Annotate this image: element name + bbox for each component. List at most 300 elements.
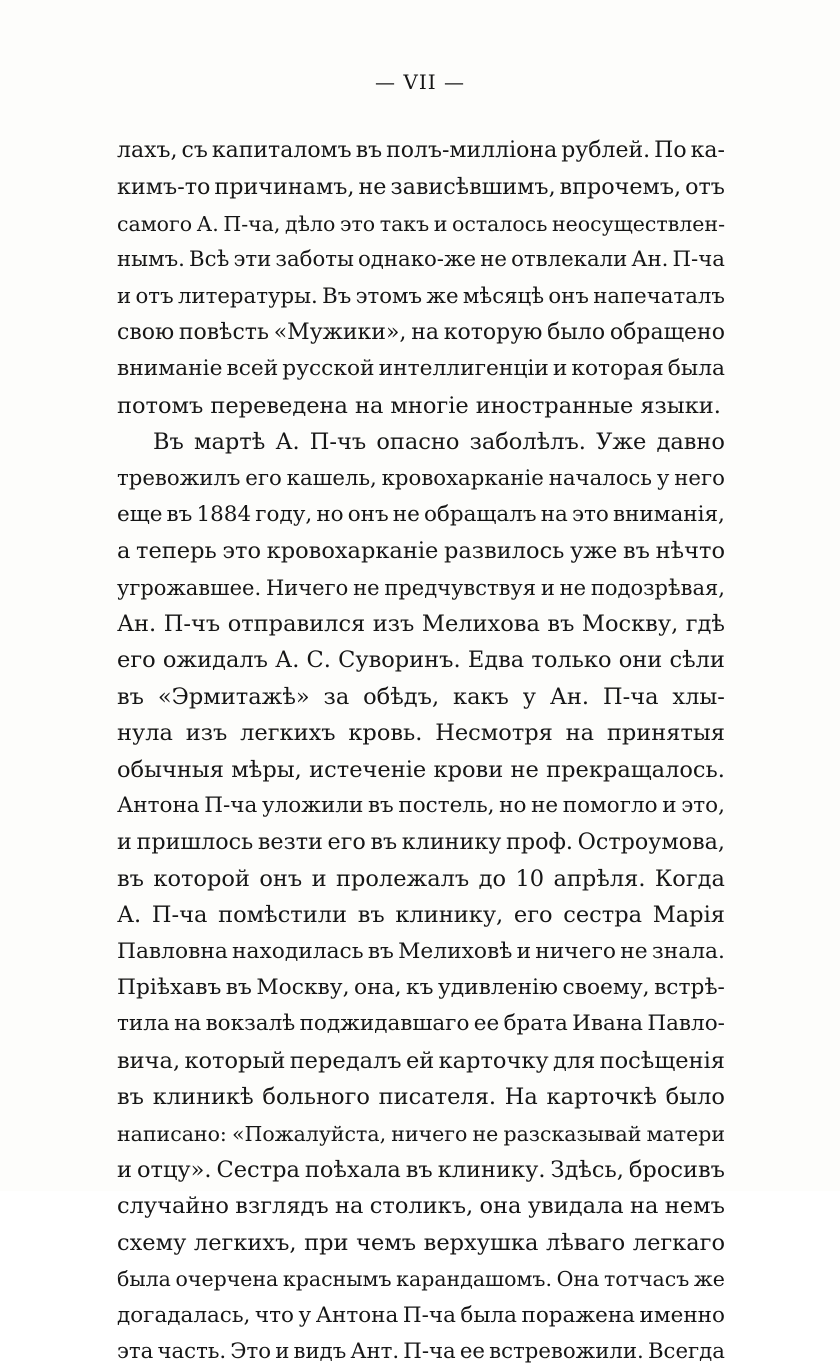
- word: обращалъ: [423, 501, 537, 527]
- text-line: [117, 1116, 725, 1152]
- word: и: [540, 575, 555, 600]
- word: только: [531, 647, 612, 674]
- word: ничего: [535, 938, 617, 964]
- word: изъ: [185, 720, 228, 747]
- text-line: [117, 1152, 725, 1188]
- word: Мелихова: [421, 611, 540, 638]
- text-line: [117, 424, 725, 460]
- word: на: [565, 720, 595, 747]
- word: взглядъ: [235, 1193, 329, 1220]
- word: напечаталъ: [593, 283, 725, 309]
- word: Ничего: [265, 575, 349, 600]
- word: немъ: [664, 1193, 725, 1220]
- word: въ: [370, 829, 398, 856]
- word: осталось: [452, 211, 548, 236]
- word: въ: [117, 683, 144, 710]
- word: Мелиховѣ: [398, 938, 513, 964]
- word: именно: [639, 1302, 725, 1328]
- word: Всѣ: [189, 247, 230, 273]
- word: на: [540, 501, 568, 527]
- word: часть.: [157, 1338, 227, 1364]
- word: но: [316, 501, 344, 527]
- word: эти: [233, 247, 272, 273]
- word: апрѣля.: [553, 865, 646, 892]
- word: мѣры,: [231, 756, 302, 783]
- word: литературы.: [177, 283, 318, 309]
- word: ожидалъ: [162, 647, 268, 674]
- word: нымъ.: [117, 247, 185, 273]
- word: не: [392, 501, 420, 527]
- word: А.: [196, 211, 219, 236]
- word: причинамъ,: [214, 174, 355, 201]
- word: на: [335, 1193, 364, 1220]
- word: въ: [225, 974, 252, 1000]
- word: нула: [117, 720, 173, 747]
- text-line: [117, 497, 725, 533]
- text-line: [117, 388, 725, 424]
- text-line: [117, 242, 725, 278]
- word: его: [117, 647, 156, 674]
- word: на: [174, 1011, 202, 1037]
- word: П-ча: [204, 793, 258, 819]
- word: С.: [306, 647, 331, 674]
- word: было: [665, 1084, 725, 1111]
- word: отправился: [227, 611, 366, 638]
- word: пришлось: [136, 829, 254, 856]
- word: карточку: [438, 1047, 549, 1074]
- text-line: [117, 788, 725, 824]
- word: этомъ: [355, 283, 423, 309]
- text-line: [117, 461, 725, 497]
- word: переведена: [210, 392, 348, 419]
- word: случайно: [117, 1193, 229, 1220]
- word: А.: [275, 429, 300, 456]
- text-line: [117, 642, 725, 678]
- word: постель,: [398, 793, 495, 819]
- word: На: [504, 1084, 538, 1111]
- word: Всегда: [647, 1338, 725, 1364]
- word: Павло-: [647, 1011, 725, 1037]
- word: въ: [622, 538, 650, 565]
- word: онъ: [347, 501, 389, 527]
- word: поѣхала: [304, 1156, 401, 1183]
- word: и: [275, 1338, 290, 1364]
- word: который: [184, 1047, 286, 1074]
- word: въ: [166, 501, 193, 527]
- word: въ: [367, 938, 394, 964]
- text-line: [117, 533, 725, 569]
- word: въ: [357, 902, 385, 929]
- word: мѣсяцѣ: [462, 283, 545, 309]
- word: многіе: [390, 392, 469, 419]
- word: пролежалъ: [335, 865, 470, 892]
- word: Москву,: [256, 974, 350, 1000]
- word: впрочемъ,: [559, 174, 682, 201]
- word: клинику.: [437, 1156, 546, 1183]
- word: его: [327, 829, 366, 856]
- word: отвлекали: [511, 247, 628, 273]
- word: истеченіе: [309, 756, 427, 783]
- word: всей: [226, 356, 279, 382]
- word: Ант.: [350, 1338, 400, 1364]
- word: у: [656, 465, 670, 491]
- word: но: [499, 793, 527, 819]
- word: какъ: [453, 683, 509, 710]
- word: обращено: [609, 319, 725, 345]
- word: посѣщенія: [599, 1047, 725, 1074]
- word: при: [304, 1229, 349, 1256]
- word: въ: [405, 1156, 433, 1183]
- word: она: [479, 1193, 522, 1220]
- word: сестра: [563, 902, 643, 929]
- word: крови: [433, 756, 504, 783]
- word: не: [480, 247, 507, 273]
- word: для: [552, 1047, 596, 1074]
- word: теперь: [136, 538, 217, 565]
- word: кровь.: [348, 720, 423, 747]
- word: это,: [681, 793, 725, 819]
- word: чемъ: [356, 1229, 417, 1256]
- word: къ: [406, 974, 434, 1000]
- word: въ: [367, 793, 394, 819]
- text-line: [117, 1079, 725, 1115]
- word: давно: [656, 429, 725, 456]
- word: угрожавшее.: [117, 575, 262, 600]
- text-line: [117, 351, 725, 387]
- word: легкихъ,: [193, 1229, 297, 1256]
- word: Едва: [467, 647, 525, 674]
- text-line: [117, 1006, 725, 1042]
- word: кровохарканіе: [266, 538, 439, 565]
- word: кровохарканіе: [381, 465, 544, 491]
- word: Антона: [315, 1302, 399, 1328]
- word: столикъ,: [369, 1193, 474, 1220]
- word: у: [298, 1302, 312, 1328]
- text-line: [117, 570, 725, 606]
- word: Суворинъ.: [338, 647, 461, 674]
- word: 10: [515, 865, 545, 892]
- text-line: [117, 1261, 725, 1297]
- word: эта: [117, 1338, 154, 1364]
- word: П-ча: [402, 1302, 456, 1328]
- word: за: [323, 683, 350, 710]
- word: Ан.: [549, 683, 590, 710]
- word: неосуществлен-: [552, 211, 725, 236]
- word: уложили: [261, 793, 364, 819]
- word: изъ: [372, 611, 415, 638]
- word: Ан.: [117, 611, 157, 638]
- word: клинику: [401, 829, 502, 856]
- word: самого: [117, 211, 193, 236]
- word: капиталомъ: [211, 138, 352, 163]
- text-line: [117, 279, 725, 315]
- word: Здѣсь,: [550, 1156, 624, 1183]
- word: Москву,: [581, 611, 679, 638]
- text-line: [117, 934, 725, 970]
- word: П-чъ: [309, 429, 367, 456]
- word: предчувствуя: [384, 575, 536, 600]
- word: вниманіе: [117, 356, 223, 382]
- word: не: [620, 938, 648, 964]
- word: проф.: [506, 829, 573, 856]
- text-line: [117, 1298, 725, 1334]
- word: него: [674, 465, 725, 491]
- word: кимъ-то: [117, 174, 211, 201]
- word: на: [630, 1193, 659, 1220]
- word: 1884: [196, 501, 252, 527]
- word: обычныя: [117, 756, 224, 783]
- word: отъ: [135, 283, 174, 309]
- word: Въ: [322, 283, 352, 309]
- word: что: [254, 1302, 294, 1328]
- word: и: [552, 356, 568, 382]
- word: началось: [548, 465, 653, 491]
- word: на: [354, 392, 384, 419]
- word: и: [433, 211, 448, 236]
- word: Ан.: [631, 247, 669, 273]
- word: вниманія,: [612, 501, 725, 527]
- word: это: [339, 211, 376, 236]
- word: кашель,: [286, 465, 377, 491]
- word: Несмотря: [435, 720, 553, 747]
- word: карточкѣ: [546, 1084, 657, 1111]
- word: Марія: [652, 902, 725, 929]
- paragraph: [117, 424, 725, 1370]
- word: «Пожалуйста,: [231, 1121, 387, 1146]
- text-line: [117, 752, 725, 788]
- word: клинику,: [395, 902, 504, 929]
- word: рублей.: [561, 138, 651, 163]
- text-line: [117, 1188, 725, 1224]
- word: П-ча: [602, 683, 659, 710]
- word: году,: [255, 501, 313, 527]
- word: Уже: [596, 429, 647, 456]
- text-line: [117, 715, 725, 751]
- word: своему,: [562, 974, 650, 1000]
- word: отъ: [685, 174, 725, 201]
- word: на: [411, 319, 439, 345]
- word: въ: [117, 865, 144, 892]
- word: уже: [570, 538, 618, 565]
- word: онъ: [259, 865, 303, 892]
- word: передалъ: [289, 1047, 402, 1074]
- word: не: [358, 174, 387, 201]
- word: очерчена: [175, 1267, 279, 1292]
- word: и: [516, 938, 532, 964]
- word: ее: [459, 1338, 485, 1364]
- word: заботы: [275, 247, 354, 273]
- word: подозрѣвая,: [590, 575, 725, 600]
- word: его: [513, 902, 553, 929]
- word: прекращалось.: [546, 756, 725, 783]
- word: это: [222, 538, 262, 565]
- word: легкаго: [632, 1229, 725, 1256]
- word: легкихъ: [240, 720, 336, 747]
- word: въ: [355, 138, 383, 163]
- word: обѣдъ,: [363, 683, 440, 710]
- word: свою: [117, 319, 175, 345]
- word: «Эрмитажѣ»: [157, 683, 310, 710]
- word: которую: [443, 319, 543, 345]
- word: нѣчто: [655, 538, 725, 565]
- word: принятыя: [606, 720, 725, 747]
- text-line: [117, 169, 725, 205]
- text-line: [117, 1043, 725, 1079]
- word: заболѣлъ.: [469, 429, 586, 456]
- word: помогло: [562, 793, 658, 819]
- word: лѣваго: [545, 1229, 626, 1256]
- word: Это: [230, 1338, 272, 1364]
- word: разсказывай: [503, 1121, 642, 1146]
- word: Въ: [153, 429, 184, 456]
- word: тотчасъ: [603, 1267, 690, 1292]
- word: верхушка: [423, 1229, 539, 1256]
- word: брата: [503, 1011, 568, 1037]
- word: и: [311, 865, 327, 892]
- word: сѣли: [669, 647, 725, 674]
- word: у: [522, 683, 536, 710]
- word: однако-же: [358, 247, 477, 273]
- word: встрѣ-: [654, 974, 725, 1000]
- word: Антона: [117, 793, 200, 819]
- text-line: [117, 970, 725, 1006]
- word: ничего: [391, 1121, 468, 1146]
- word: По: [654, 138, 687, 163]
- text-line: [117, 606, 725, 642]
- word: въ: [117, 1084, 144, 1111]
- word: и: [117, 829, 132, 856]
- word: развилось: [443, 538, 565, 565]
- word: повѣсть: [178, 319, 269, 345]
- word: поджидавшаго: [299, 1011, 470, 1037]
- word: ей: [405, 1047, 435, 1074]
- word: и: [117, 1156, 132, 1183]
- word: писателя.: [378, 1084, 497, 1111]
- text-line: [117, 824, 725, 860]
- word: П-ча,: [223, 211, 281, 236]
- word: матери: [646, 1121, 725, 1146]
- word: находилась: [232, 938, 364, 964]
- word: а: [117, 538, 131, 565]
- word: А.: [117, 902, 142, 929]
- paragraph: [117, 133, 725, 424]
- word: поражена: [521, 1302, 636, 1328]
- word: онъ: [548, 283, 589, 309]
- text-line: [117, 133, 725, 169]
- word: было: [547, 319, 606, 345]
- word: ее: [473, 1011, 500, 1037]
- word: была: [117, 1267, 171, 1292]
- word: русской: [282, 356, 375, 382]
- word: его: [245, 465, 282, 491]
- word: и: [662, 793, 677, 819]
- word: потомъ: [117, 392, 204, 419]
- word: увидала: [527, 1193, 624, 1220]
- word: была: [667, 356, 725, 382]
- word: краснымъ: [282, 1267, 392, 1292]
- word: мартѣ: [193, 429, 266, 456]
- word: больного: [262, 1084, 370, 1111]
- text-line: [117, 206, 725, 242]
- text-line: [117, 679, 725, 715]
- word: такъ: [379, 211, 430, 236]
- word: до: [478, 865, 507, 892]
- word: тревожилъ: [117, 465, 241, 491]
- word: написано:: [117, 1121, 227, 1146]
- text-line: [117, 1334, 725, 1370]
- word: Сестра: [216, 1156, 300, 1183]
- word: и: [117, 283, 132, 309]
- word: догадалась,: [117, 1302, 251, 1328]
- word: которой: [153, 865, 250, 892]
- word: же: [426, 283, 459, 309]
- word: помѣстили: [218, 902, 348, 929]
- word: гдѣ: [685, 611, 725, 638]
- word: вокзалѣ: [205, 1011, 296, 1037]
- word: не: [510, 756, 539, 783]
- word: опасно: [376, 429, 460, 456]
- word: была: [460, 1302, 517, 1328]
- word: отцу».: [136, 1156, 212, 1183]
- text-line: [117, 897, 725, 933]
- word: Ивана: [572, 1011, 643, 1037]
- word: языки.: [640, 392, 721, 419]
- word: хлы-: [672, 683, 725, 710]
- text-line: [117, 861, 725, 897]
- word: вича,: [117, 1047, 181, 1074]
- word: клиникѣ: [152, 1084, 254, 1111]
- word: бросивъ: [628, 1156, 725, 1183]
- word: «Мужики»,: [273, 319, 407, 345]
- word: Павловна: [117, 938, 228, 964]
- word: схему: [117, 1229, 187, 1256]
- body-text: [117, 133, 725, 1370]
- word: не: [353, 575, 380, 600]
- word: это: [571, 501, 609, 527]
- word: Пріѣхавъ: [117, 974, 222, 1000]
- word: П-ча: [672, 247, 725, 273]
- text-line: [117, 1225, 725, 1261]
- word: съ: [181, 138, 208, 163]
- word: еще: [117, 501, 163, 527]
- word: карандашомъ.: [396, 1267, 552, 1292]
- word: лахъ,: [117, 138, 178, 163]
- word: они: [618, 647, 663, 674]
- word: видъ: [293, 1338, 347, 1364]
- word: которая: [571, 356, 664, 382]
- word: знала.: [651, 938, 725, 964]
- word: не: [559, 575, 587, 600]
- word: встревожили.: [489, 1338, 644, 1364]
- word: Она: [556, 1267, 600, 1292]
- word: А.: [275, 647, 300, 674]
- word: П-чъ: [163, 611, 221, 638]
- word: не: [531, 793, 559, 819]
- word: зависѣвшимъ,: [390, 174, 556, 201]
- word: ка-: [690, 138, 725, 163]
- word: не: [472, 1121, 499, 1146]
- word: интеллигенціи: [378, 356, 549, 382]
- word: полъ-милліона: [386, 138, 558, 163]
- text-line: [117, 315, 725, 351]
- word: П-ча: [403, 1338, 456, 1364]
- word: П-ча: [151, 902, 208, 929]
- word: удивленію: [437, 974, 558, 1000]
- word: Когда: [654, 865, 725, 892]
- word: же: [693, 1267, 725, 1292]
- word: она,: [354, 974, 402, 1000]
- word: тила: [117, 1011, 170, 1037]
